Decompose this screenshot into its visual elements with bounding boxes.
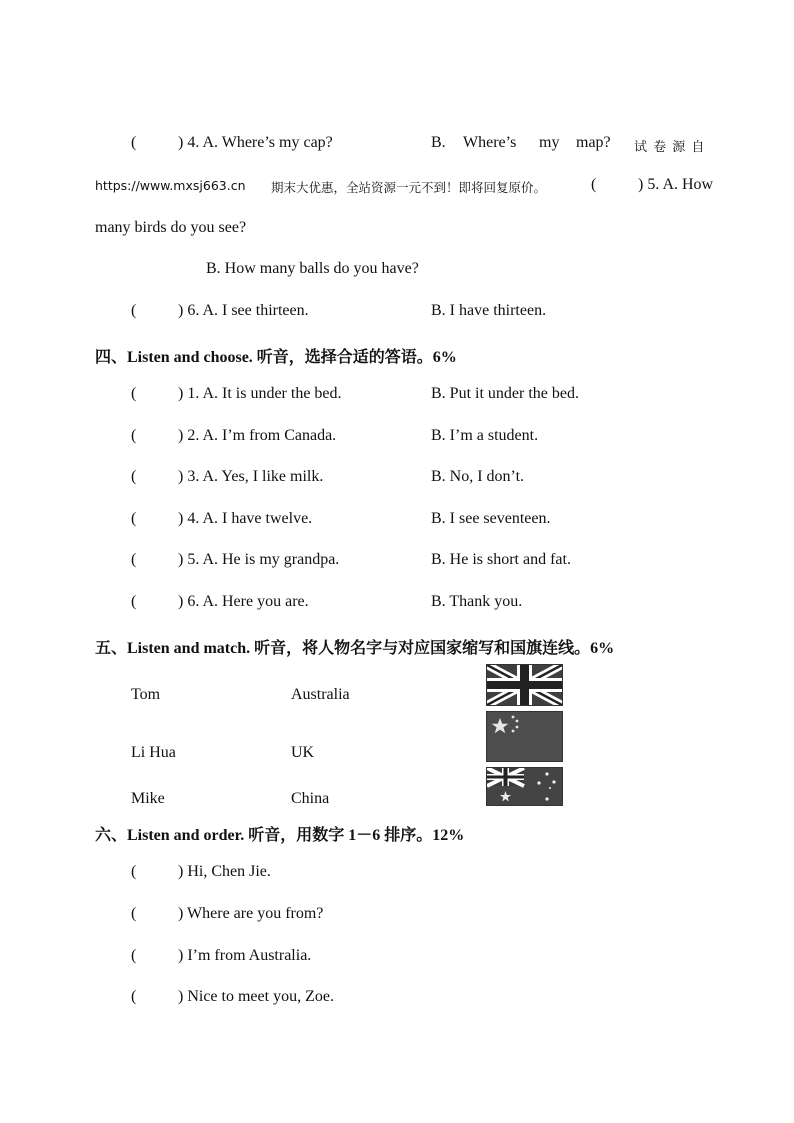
name-label[interactable]: Mike: [131, 790, 165, 807]
answer-bracket[interactable]: (: [131, 593, 137, 610]
answer-bracket[interactable]: (: [131, 863, 137, 880]
australia-flag-icon[interactable]: [486, 767, 563, 806]
dialog-line: ) I’m from Australia.: [178, 947, 312, 964]
option-a: ) 5. A. He is my grandpa.: [178, 551, 340, 568]
watermark-url[interactable]: https://www.mxsj663.cn: [95, 178, 246, 193]
option-b-label: B.: [431, 134, 446, 151]
option-b: B. Thank you.: [431, 593, 523, 610]
country-label[interactable]: UK: [291, 744, 315, 761]
option-b: B. I have thirteen.: [431, 302, 547, 319]
answer-bracket[interactable]: (: [131, 468, 137, 485]
option-a: ) 4. A. Where’s my cap?: [178, 134, 333, 151]
country-label[interactable]: Australia: [291, 686, 350, 703]
dialog-line: ) Hi, Chen Jie.: [178, 863, 271, 880]
option-a: ) 5. A. How: [638, 176, 714, 193]
answer-bracket[interactable]: (: [131, 988, 137, 1005]
answer-bracket[interactable]: (: [131, 427, 137, 444]
answer-bracket[interactable]: (: [131, 510, 137, 527]
dialog-line: ) Where are you from?: [178, 905, 324, 922]
country-label[interactable]: China: [291, 790, 330, 807]
option-b: B. Put it under the bed.: [431, 385, 579, 402]
section-6-heading: 六、Listen and order. 听音，用数字 1－6 排序。12%: [95, 827, 465, 844]
section-4-heading: 四、Listen and choose. 听音，选择合适的答语。6%: [95, 349, 457, 366]
answer-bracket[interactable]: (: [131, 302, 137, 319]
option-b-word: my: [539, 134, 560, 151]
name-label[interactable]: Tom: [131, 686, 161, 703]
option-b: B. He is short and fat.: [431, 551, 571, 568]
answer-bracket[interactable]: (: [131, 551, 137, 568]
option-a-continued: many birds do you see?: [95, 219, 247, 236]
uk-flag-icon[interactable]: [486, 664, 563, 706]
watermark-promo: 期末大优惠，全站资源一元不到！即将回复原价。: [271, 180, 547, 195]
option-a: ) 1. A. It is under the bed.: [178, 385, 342, 402]
answer-bracket[interactable]: (: [591, 176, 597, 193]
option-b-word: map?: [576, 134, 611, 151]
name-label[interactable]: Li Hua: [131, 744, 176, 761]
section-5-heading: 五、Listen and match. 听音，将人物名字与对应国家缩写和国旗连线。6%: [95, 640, 615, 657]
option-a: ) 6. A. I see thirteen.: [178, 302, 309, 319]
option-b: B. I see seventeen.: [431, 510, 551, 527]
option-a: ) 6. A. Here you are.: [178, 593, 309, 610]
option-a: ) 2. A. I’m from Canada.: [178, 427, 337, 444]
option-a: ) 4. A. I have twelve.: [178, 510, 313, 527]
answer-bracket[interactable]: (: [131, 134, 137, 151]
option-b: B. No, I don’t.: [431, 468, 525, 485]
option-b-word: Where’s: [463, 134, 517, 151]
answer-bracket[interactable]: (: [131, 385, 137, 402]
dialog-line: ) Nice to meet you, Zoe.: [178, 988, 334, 1005]
option-b: B. How many balls do you have?: [206, 260, 419, 277]
china-flag-icon[interactable]: [486, 711, 563, 762]
watermark-text: 试 卷 源 自: [634, 140, 706, 155]
answer-bracket[interactable]: (: [131, 947, 137, 964]
option-a: ) 3. A. Yes, I like milk.: [178, 468, 324, 485]
answer-bracket[interactable]: (: [131, 905, 137, 922]
option-b: B. I’m a student.: [431, 427, 539, 444]
